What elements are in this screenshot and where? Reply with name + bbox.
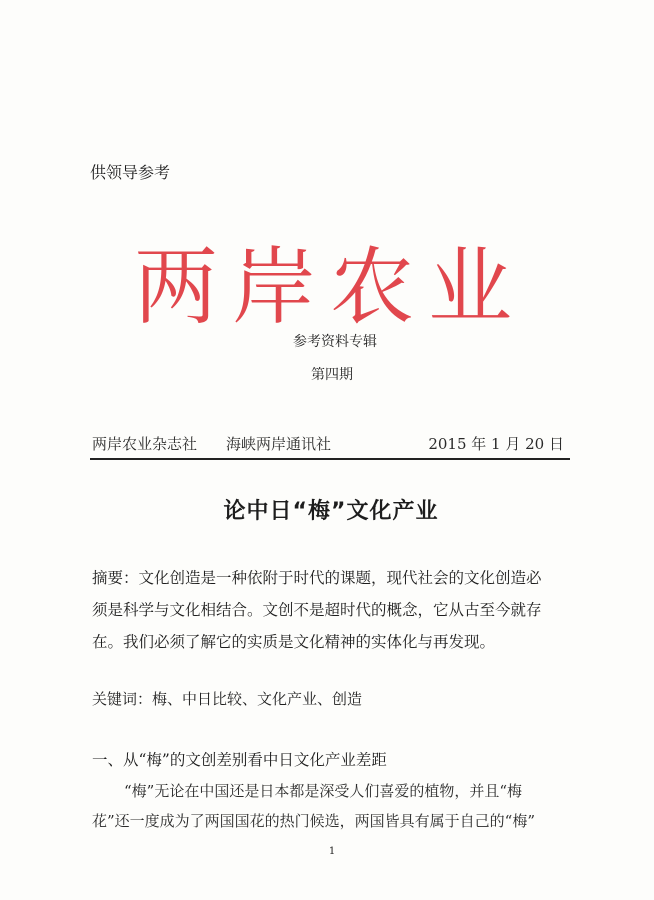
keywords: 关键词：梅、中日比较、文化产业、创造 bbox=[92, 690, 363, 708]
masthead-subtitle: 参考资料专辑 bbox=[293, 334, 377, 350]
article-title: 论中日“梅”文化产业 bbox=[223, 499, 439, 524]
abstract-line: 摘要：文化创造是一种依附于时代的课题，现代社会的文化创造必 bbox=[92, 569, 542, 587]
header-divider bbox=[90, 458, 570, 460]
masthead-title: 两岸农业 bbox=[133, 238, 526, 336]
abstract-line: 在。我们必须了解它的实质是文化精神的实体化与再发现。 bbox=[92, 633, 496, 651]
abstract-line: 须是科学与文化相结合。文创不是超时代的概念，它从古至今就存 bbox=[92, 601, 542, 619]
section-heading: 一、从“梅”的文创差别看中日文化产业差距 bbox=[92, 751, 387, 769]
page-number: 1 bbox=[328, 846, 336, 857]
body-line: “梅”无论在中国还是日本都是深受人们喜爱的植物，并且“梅 bbox=[124, 782, 523, 800]
body-paragraph bbox=[92, 776, 582, 836]
publisher-name: 两岸农业杂志社 bbox=[92, 435, 198, 453]
abstract bbox=[92, 562, 582, 658]
news-agency-name: 海峡两岸通讯社 bbox=[226, 435, 332, 453]
body-line: 花”还一度成为了两国国花的热门候选，两国皆具有属于自己的“梅” bbox=[92, 812, 536, 830]
distribution-notice: 供领导参考 bbox=[90, 163, 171, 182]
issue-number: 第四期 bbox=[311, 367, 353, 383]
publication-date: 2015 年 1 月 20 日 bbox=[428, 435, 564, 453]
